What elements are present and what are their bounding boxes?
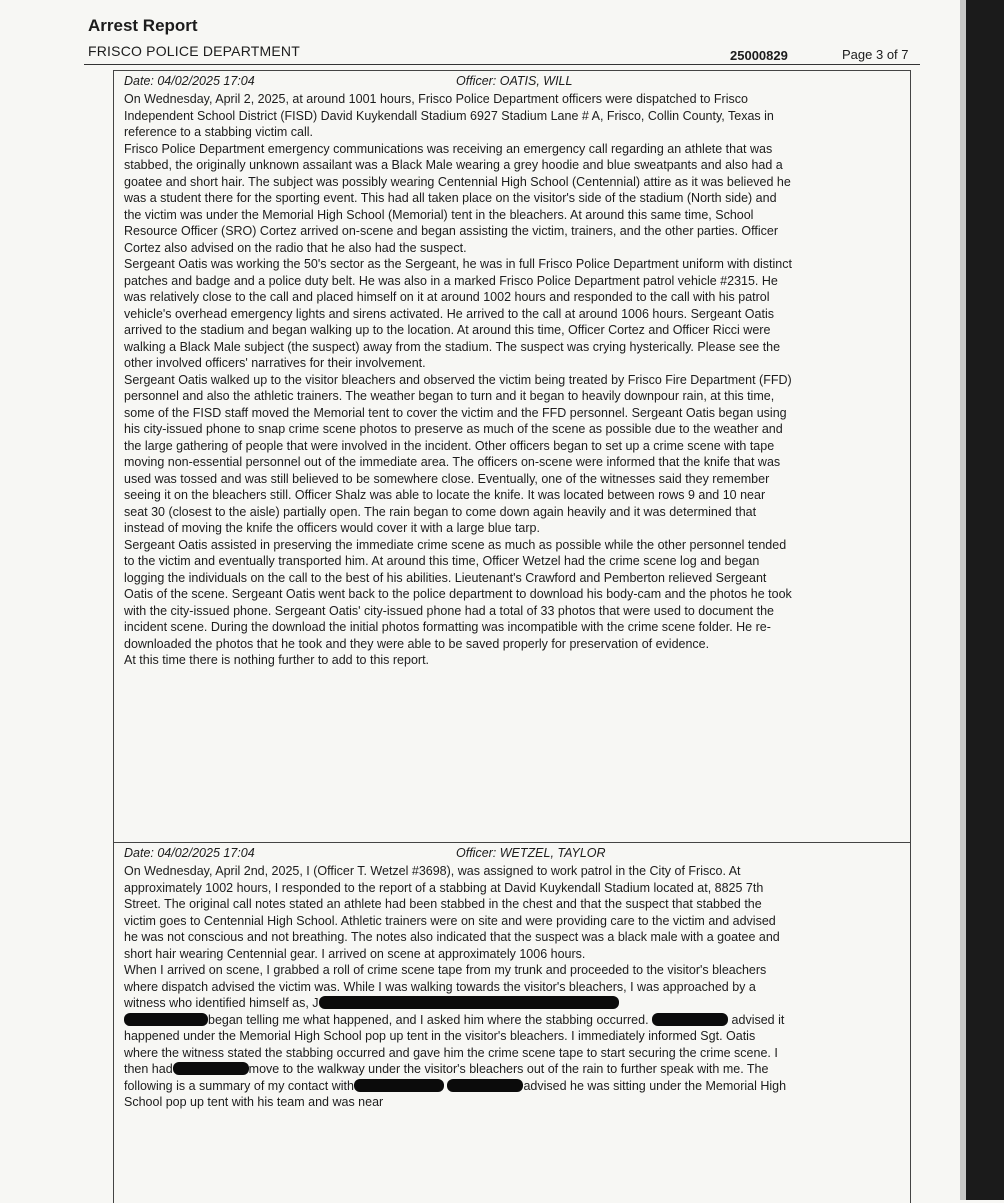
redaction-bar xyxy=(319,996,619,1009)
page-indicator: Page 3 of 7 xyxy=(842,47,909,62)
redaction-bar xyxy=(447,1079,523,1092)
report-title: Arrest Report xyxy=(88,16,198,35)
narrative-paragraph: Frisco Police Department emergency communications was receiving an emergency call regarding an athlete that was stabbed, the originally unknown assailant was a Black Male wearing a grey hoodie and blue sweatpants and also had a goatee and short hair. The subject was possibly wearing Centennial High School (Centennial) attire as it was believed he was a student there for the sporting event. This had all taken place on the visitor's side of the stadium (North side) and the victim was under the Memorial High School (Memorial) tent in the bleachers. At around this same time, School Resource Officer (SRO) Cortez arrived on-scene and began assisting the victim, trainers, and the other parties. Officer Cortez also advised on the radio that he also had the suspect. xyxy=(124,141,791,255)
narrative-paragraph: On Wednesday, April 2, 2025, at around 1001 hours, Frisco Police Department officers were dispatched to Frisco Independent School District (FISD) David Kuykendall Stadium 6927 Stadium Lane # A, Frisco, Collin County, Texas in reference to a stabbing victim call. xyxy=(124,92,774,139)
redaction-bar xyxy=(124,1013,208,1026)
narrative-entry-wetzel xyxy=(113,842,911,1203)
entry-narrative xyxy=(124,91,792,669)
narrative-paragraph: Sergeant Oatis assisted in preserving the immediate crime scene as much as possible while the other personnel tended to the victim and eventually transported him. At around this time, Officer Wetzel had the crime scene log and began logging the individuals on the call to the best of his abilities. Lieutenant's Crawford and Pemberton relieved Sergeant Oatis of the scene. Sergeant Oatis went back to the police department to download his body-cam and the photos he took with the city-issued phone. Sergeant Oatis' city-issued phone had a total of 33 photos that were used to document the incident scene. During the download the initial photos formatting was incompatible with the crime scene folder. He re-downloaded the photos that he took and they were able to be saved properly for preservation of evidence. xyxy=(124,537,792,651)
entry-officer: Officer: WETZEL, TAYLOR xyxy=(456,846,606,860)
entry-header xyxy=(114,71,910,91)
narrative-paragraph: At this time there is nothing further to add to this report. xyxy=(124,653,430,667)
report-number: 25000829 xyxy=(730,48,788,63)
redaction-bar xyxy=(173,1062,249,1075)
redaction-bar xyxy=(652,1013,728,1026)
entry-narrative xyxy=(124,863,792,1111)
narrative-text: began telling me what happened, and I asked him where the stabbing occurred. xyxy=(208,1012,649,1027)
header-divider xyxy=(84,64,920,65)
entry-header xyxy=(114,843,910,863)
narrative-text: move to the walkway under the visitor's bleachers out of the rain to further speak with me. The following is a summary of my contact with xyxy=(124,1062,769,1093)
narrative-entry-oatis xyxy=(113,70,911,843)
narrative-text: When I arrived on scene, I grabbed a roll of crime scene tape from my trunk and proceeded to the visitor's bleachers where dispatch advised the victim was. While I was walking towards the visitor's bleachers, I was approached by a witness who identified himself as, J xyxy=(124,963,767,1010)
narrative-text: advised it happened under the Memorial High School pop up tent in the visitor's bleachers. I immediately informed Sgt. Oatis where the witness stated the stabbing occurred and gave him the crime scene tape to start securing the crime scene. I then had xyxy=(124,1012,785,1076)
entry-officer: Officer: OATIS, WILL xyxy=(456,74,573,88)
narrative-paragraph xyxy=(124,1012,792,1111)
narrative-paragraph: Sergeant Oatis walked up to the visitor bleachers and observed the victim being treated by Frisco Fire Department (FFD) personnel and also the athletic trainers. The weather began to turn and it began to heavily downpour rain, at this time, some of the FISD staff moved the Memorial tent to cover the victim and the FFD personnel. Sergeant Oatis began using his city-issued phone to snap crime scene photos to preserve as much of the scene as possible due to the weather and the large gathering of people that were involved in the incident. Other officers began to set up a crime scene with tape moving non-essential personnel out of the immediate area. The officers on-scene were informed that the knife that was used was tossed and was still believed to be somewhere close. Eventually, one of the witnesses said they remember seeing it on the bleachers still. Officer Shalz was able to locate the knife. It was located between rows 9 and 10 near seat 30 (closest to the aisle) partially open. The rain began to come down again heavily and it was determined that instead of moving the knife the officers would cover it with a large blue tarp. xyxy=(124,372,792,535)
scan-edge-border xyxy=(966,0,1004,1200)
narrative-paragraph xyxy=(124,962,792,1012)
narrative-paragraph: Sergeant Oatis was working the 50's sector as the Sergeant, he was in full Frisco Police Department uniform with distinct patches and badge and a police duty belt. He was also in a marked Frisco Police Department patrol vehicle #2315. He was relatively close to the call and placed himself on it at around 1002 hours and responded to the call with his patrol vehicle's overhead emergency lights and sirens activated. He arrived to the call at around 1006 hours. Sergeant Oatis arrived to the stadium and began walking up to the location. At around this time, Officer Cortez and Officer Ricci were walking a Black Male subject (the suspect) away from the stadium. The suspect was crying hysterically. Please see the other involved officers' narratives for their involvement. xyxy=(124,257,792,370)
narrative-paragraph: On Wednesday, April 2nd, 2025, I (Officer T. Wetzel #3698), was assigned to work patrol in the City of Frisco. At approximately 1002 hours, I responded to the report of a stabbing at David Kuykendall Stadium located at, 8825 7th Street. The original call notes stated an athlete had been stabbed in the chest and that the suspect that stabbed the victim goes to Centennial High School. Athletic trainers were on site and were providing care to the victim and advised he was not conscious and not breathing. The notes also indicated that the suspect was a black male with a goatee and short hair wearing Centennial gear. I arrived on scene at approximately 1006 hours. xyxy=(124,864,780,961)
narrative-text: advised he was sitting under the Memorial High School pop up tent with his team and was near xyxy=(124,1078,787,1109)
redaction-bar xyxy=(354,1079,444,1092)
department-name: FRISCO POLICE DEPARTMENT xyxy=(88,43,300,59)
entry-date: Date: 04/02/2025 17:04 xyxy=(124,74,255,88)
entry-date: Date: 04/02/2025 17:04 xyxy=(124,846,255,860)
